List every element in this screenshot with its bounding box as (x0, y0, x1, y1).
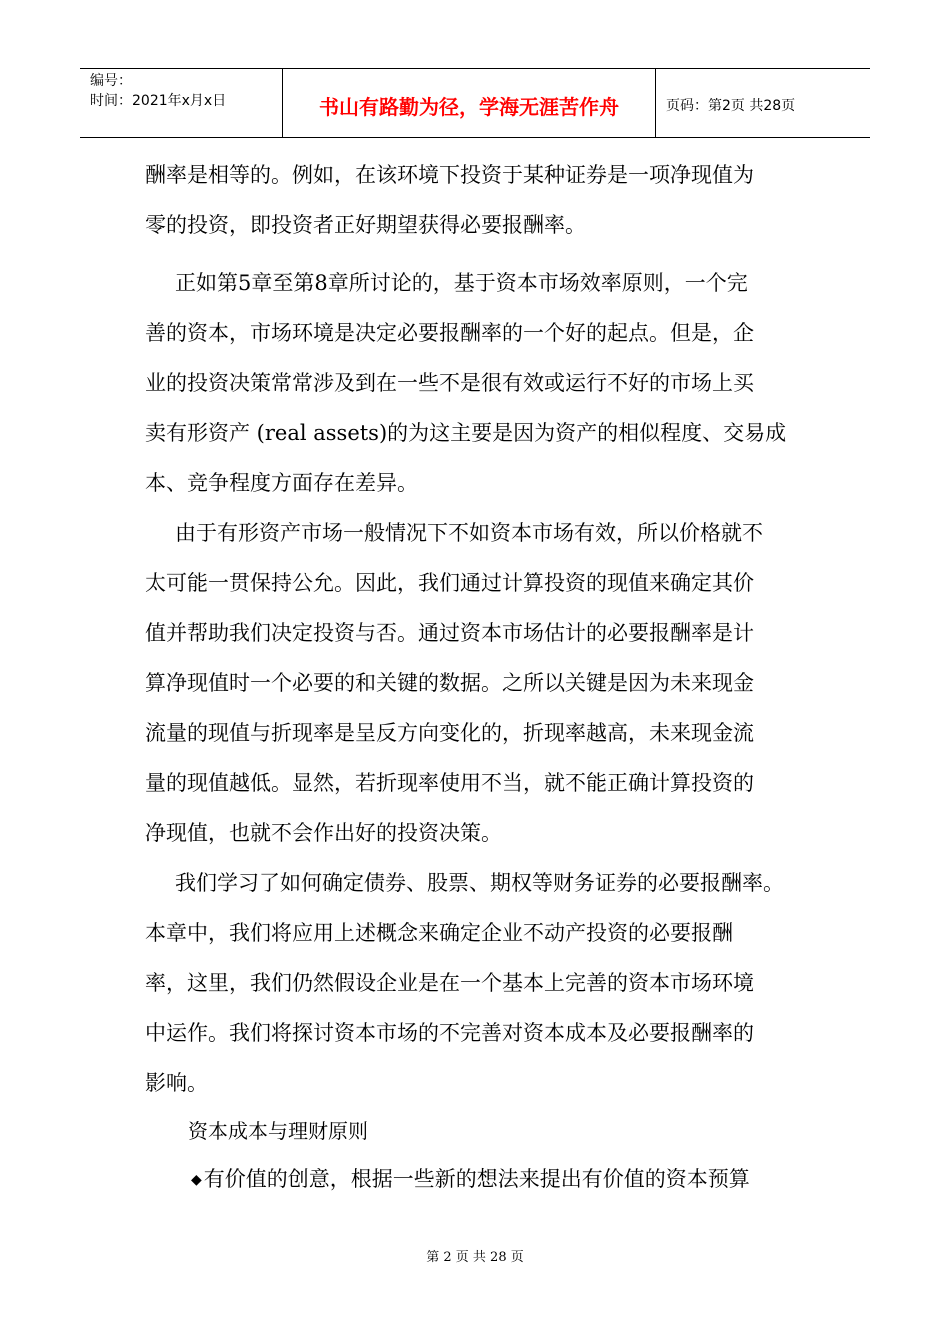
body-line: 中运作。我们将探讨资本市场的不完善对资本成本及必要报酬率的 (145, 1021, 754, 1045)
body-line: 值并帮助我们决定投资与否。通过资本市场估计的必要报酬率是计 (145, 621, 754, 645)
section-heading: 资本成本与理财原则 (188, 1119, 368, 1143)
bullet-text: 有价值的创意，根据一些新的想法来提出有价值的资本预算 (203, 1167, 750, 1191)
body-line: 率，这里，我们仍然假设企业是在一个基本上完善的资本市场环境 (145, 971, 754, 995)
diamond-bullet-icon: ◆ (191, 1172, 202, 1188)
header-meta-cell (80, 69, 283, 137)
body-line: 善的资本，市场环境是决定必要报酬率的一个好的起点。但是，企 (145, 321, 754, 345)
body-line: 影响。 (145, 1071, 208, 1095)
document-time-label: 时间：2021年x月x日 (90, 93, 227, 109)
body-line: 太可能一贯保持公允。因此，我们通过计算投资的现值来确定其价 (145, 571, 754, 595)
body-line: 业的投资决策常常涉及到在一些不是很有效或运行不好的市场上买 (145, 371, 754, 395)
page-header (80, 68, 870, 138)
page-footer: 第 2 页 共 28 页 (426, 1250, 524, 1265)
body-line: 量的现值越低。显然，若折现率使用不当，就不能正确计算投资的 (145, 771, 754, 795)
body-line: 由于有形资产市场一般情况下不如资本市场有效，所以价格就不 (175, 521, 763, 545)
header-motto-cell (283, 69, 656, 137)
body-line: 我们学习了如何确定债券、股票、期权等财务证券的必要报酬率。 (175, 871, 784, 895)
header-motto: 书山有路勤为径，学海无涯苦作舟 (319, 95, 619, 119)
header-page-info: 页码：第2页 共28页 (666, 98, 796, 114)
document-number-label: 编号： (90, 73, 132, 89)
body-line: 零的投资，即投资者正好期望获得必要报酬率。 (145, 213, 586, 237)
body-line: 正如第5章至第8章所讨论的，基于资本市场效率原则，一个完 (175, 271, 748, 295)
header-page-cell (656, 69, 870, 137)
body-line: 流量的现值与折现率是呈反方向变化的，折现率越高，未来现金流 (145, 721, 754, 745)
body-line: 本章中，我们将应用上述概念来确定企业不动产投资的必要报酬 (145, 921, 733, 945)
body-line: 本、竞争程度方面存在差异。 (145, 471, 418, 495)
body-line: 净现值，也就不会作出好的投资决策。 (145, 821, 502, 845)
bullet-item (191, 1164, 750, 1195)
body-line: 算净现值时一个必要的和关键的数据。之所以关键是因为未来现金 (145, 671, 754, 695)
body-line: 酬率是相等的。例如，在该环境下投资于某种证券是一项净现值为 (145, 163, 754, 187)
body-line: 卖有形资产 (real assets)的为这主要是因为资产的相似程度、交易成 (145, 421, 787, 445)
